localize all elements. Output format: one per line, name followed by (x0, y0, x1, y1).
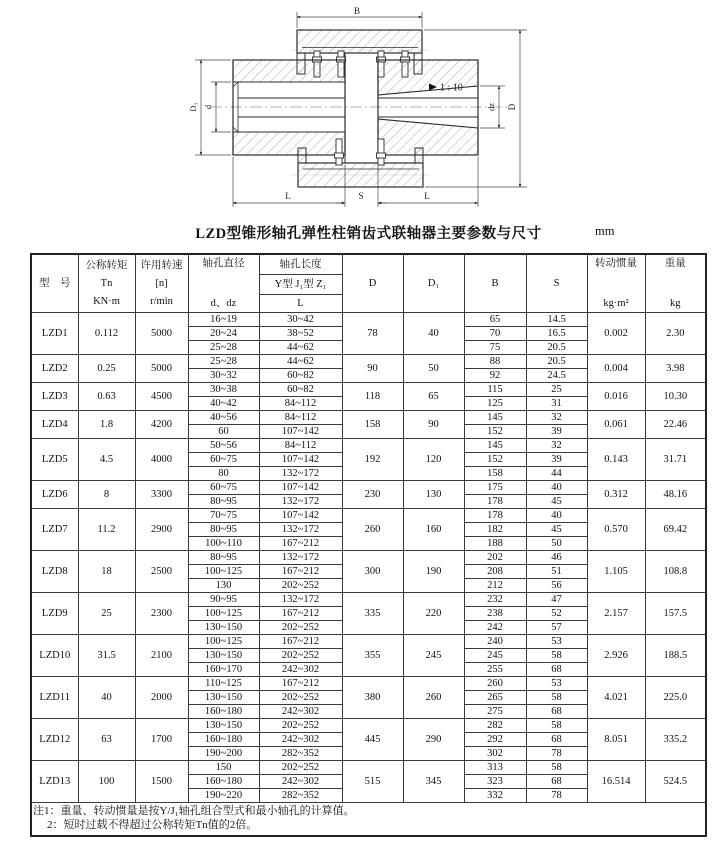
cell-D1: 50 (403, 355, 464, 383)
cell-inertia: 0.143 (587, 439, 645, 481)
cell-S: 20.5 (526, 341, 587, 355)
cell-bore-length: 282~352 (259, 747, 342, 761)
cell-weight: 2.30 (645, 313, 706, 355)
title-bar (30, 220, 707, 244)
cell-bore-dia: 160~180 (188, 733, 259, 747)
cell-D: 192 (342, 439, 403, 481)
cell-S: 25 (526, 383, 587, 397)
cell-model: LZD12 (31, 719, 78, 761)
cell-bore-length: 202~252 (259, 621, 342, 635)
left-hub (233, 60, 345, 155)
cell-bore-length: 242~302 (259, 733, 342, 747)
cell-speed: 4200 (135, 411, 188, 439)
cell-S: 40 (526, 509, 587, 523)
spec-table (30, 253, 707, 837)
cell-D1: 290 (403, 719, 464, 761)
cell-D: 515 (342, 761, 403, 803)
cell-S: 68 (526, 705, 587, 719)
cell-bore-dia: 100~110 (188, 537, 259, 551)
cell-D1: 130 (403, 481, 464, 509)
cell-D: 118 (342, 383, 403, 411)
cell-bore-length: 30~42 (259, 313, 342, 327)
right-hub (378, 60, 478, 155)
cell-B: 88 (464, 355, 526, 369)
col-header-S: S (526, 254, 587, 313)
cell-model: LZD11 (31, 677, 78, 719)
cell-bore-dia: 40~56 (188, 411, 259, 425)
cell-S: 45 (526, 495, 587, 509)
cell-bore-length: 282~352 (259, 789, 342, 803)
cell-bore-length: 84~112 (259, 397, 342, 411)
cell-bore-dia: 25~28 (188, 341, 259, 355)
col-header-torque: 公称转矩 Tn KN·m (78, 254, 135, 313)
cell-weight: 48.16 (645, 481, 706, 509)
cell-bore-dia: 190~220 (188, 789, 259, 803)
cell-inertia: 0.016 (587, 383, 645, 411)
cell-weight: 188.5 (645, 635, 706, 677)
cell-speed: 2500 (135, 551, 188, 593)
cell-D1: 345 (403, 761, 464, 803)
cell-B: 188 (464, 537, 526, 551)
cell-bore-length: 132~172 (259, 551, 342, 565)
cell-bore-dia: 80~95 (188, 551, 259, 565)
table-row (31, 439, 706, 453)
cell-inertia: 2.157 (587, 593, 645, 635)
cell-bore-dia: 160~180 (188, 775, 259, 789)
cell-bore-dia: 60~75 (188, 481, 259, 495)
cell-B: 175 (464, 481, 526, 495)
table-notes (31, 803, 706, 837)
cell-speed: 2000 (135, 677, 188, 719)
cell-weight: 108.8 (645, 551, 706, 593)
cell-B: 292 (464, 733, 526, 747)
cell-bore-dia: 25~28 (188, 355, 259, 369)
cell-bore-length: 84~112 (259, 411, 342, 425)
cell-D1: 40 (403, 313, 464, 355)
cell-B: 313 (464, 761, 526, 775)
cell-bore-length: 132~172 (259, 523, 342, 537)
cell-weight: 31.71 (645, 439, 706, 481)
dim-label-B: B (353, 6, 361, 16)
cell-D: 300 (342, 551, 403, 593)
cell-B: 115 (464, 383, 526, 397)
col-header-model: 型 号 (31, 254, 78, 313)
cell-model: LZD4 (31, 411, 78, 439)
cell-bore-length: 60~82 (259, 369, 342, 383)
cell-bore-dia: 130~150 (188, 691, 259, 705)
cell-D1: 220 (403, 593, 464, 635)
cell-model: LZD10 (31, 635, 78, 677)
cell-torque: 1.8 (78, 411, 135, 439)
cell-model: LZD1 (31, 313, 78, 355)
cell-S: 20.5 (526, 355, 587, 369)
cell-torque: 31.5 (78, 635, 135, 677)
cell-D: 158 (342, 411, 403, 439)
col-header-B: B (464, 254, 526, 313)
cell-weight: 3.98 (645, 355, 706, 383)
cell-S: 78 (526, 789, 587, 803)
cell-B: 212 (464, 579, 526, 593)
cell-speed: 1700 (135, 719, 188, 761)
cell-bore-length: 38~52 (259, 327, 342, 341)
cell-S: 58 (526, 761, 587, 775)
table-row (31, 383, 706, 397)
cell-bore-length: 107~142 (259, 425, 342, 439)
cell-B: 255 (464, 663, 526, 677)
cell-weight: 524.5 (645, 761, 706, 803)
cell-D1: 120 (403, 439, 464, 481)
col-header-D: D (342, 254, 403, 313)
cell-B: 178 (464, 495, 526, 509)
cell-inertia: 0.570 (587, 509, 645, 551)
cell-weight: 157.5 (645, 593, 706, 635)
cell-inertia: 4.021 (587, 677, 645, 719)
cell-bore-length: 242~302 (259, 663, 342, 677)
cell-S: 56 (526, 579, 587, 593)
cell-bore-length: 202~252 (259, 761, 342, 775)
cell-inertia: 0.061 (587, 411, 645, 439)
cell-D: 380 (342, 677, 403, 719)
cell-B: 158 (464, 467, 526, 481)
cell-S: 44 (526, 467, 587, 481)
cell-bore-dia: 30~32 (188, 369, 259, 383)
cell-S: 39 (526, 453, 587, 467)
cell-D1: 260 (403, 677, 464, 719)
cell-B: 260 (464, 677, 526, 691)
cell-inertia: 0.004 (587, 355, 645, 383)
cell-bore-dia: 100~125 (188, 635, 259, 649)
cell-bore-dia: 16~19 (188, 313, 259, 327)
dim-label-dz: dz (486, 102, 496, 112)
cell-S: 58 (526, 649, 587, 663)
cell-B: 152 (464, 425, 526, 439)
cell-bore-length: 202~252 (259, 691, 342, 705)
cell-B: 208 (464, 565, 526, 579)
cell-B: 242 (464, 621, 526, 635)
cell-B: 145 (464, 411, 526, 425)
cell-S: 16.5 (526, 327, 587, 341)
cell-weight: 69.42 (645, 509, 706, 551)
cell-weight: 22.46 (645, 411, 706, 439)
cell-bore-dia: 20~24 (188, 327, 259, 341)
dim-label-d: d (203, 104, 213, 110)
cell-bore-dia: 130~150 (188, 719, 259, 733)
cell-bore-length: 202~252 (259, 719, 342, 733)
dim-label-L-right: L (424, 191, 430, 201)
cell-weight: 335.2 (645, 719, 706, 761)
col-header-inertia: 转动惯量 kg·m² (587, 254, 645, 313)
cell-bore-length: 132~172 (259, 467, 342, 481)
dim-label-S: S (358, 191, 364, 201)
cell-speed: 1500 (135, 761, 188, 803)
cell-D1: 160 (403, 509, 464, 551)
cell-D: 445 (342, 719, 403, 761)
cell-torque: 18 (78, 551, 135, 593)
cell-bore-length: 202~252 (259, 649, 342, 663)
cell-inertia: 0.312 (587, 481, 645, 509)
cell-B: 65 (464, 313, 526, 327)
cell-speed: 2100 (135, 635, 188, 677)
cell-B: 323 (464, 775, 526, 789)
cell-torque: 63 (78, 719, 135, 761)
table-row (31, 593, 706, 607)
cell-torque: 100 (78, 761, 135, 803)
cell-S: 47 (526, 593, 587, 607)
cell-bore-dia: 60~75 (188, 453, 259, 467)
cell-bore-dia: 90~95 (188, 593, 259, 607)
cell-B: 125 (464, 397, 526, 411)
cell-S: 32 (526, 411, 587, 425)
cell-bore-dia: 130~150 (188, 621, 259, 635)
cell-bore-length: 84~112 (259, 439, 342, 453)
cell-bore-dia: 110~125 (188, 677, 259, 691)
cell-B: 202 (464, 551, 526, 565)
table-row (31, 551, 706, 565)
cell-B: 75 (464, 341, 526, 355)
note-1: 注1：重量、转动惯量是按Y/J₁轴孔组合型式和最小轴孔的计算值。 (33, 805, 355, 818)
cell-S: 51 (526, 565, 587, 579)
cell-bore-dia: 80~95 (188, 523, 259, 537)
cell-torque: 4.5 (78, 439, 135, 481)
col-header-speed: 许用转速 [n] r/min (135, 254, 188, 313)
cell-speed: 2900 (135, 509, 188, 551)
cell-model: LZD13 (31, 761, 78, 803)
cell-S: 45 (526, 523, 587, 537)
cell-D1: 65 (403, 383, 464, 411)
cell-bore-dia: 60 (188, 425, 259, 439)
cell-D1: 245 (403, 635, 464, 677)
cell-B: 240 (464, 635, 526, 649)
cell-weight: 225.0 (645, 677, 706, 719)
cell-bore-dia: 160~170 (188, 663, 259, 677)
table-row (31, 635, 706, 649)
dim-label-L-left: L (285, 191, 291, 201)
cell-D: 260 (342, 509, 403, 551)
cell-torque: 8 (78, 481, 135, 509)
cell-S: 68 (526, 775, 587, 789)
cell-S: 50 (526, 537, 587, 551)
cell-D: 90 (342, 355, 403, 383)
cell-S: 24.5 (526, 369, 587, 383)
cell-S: 32 (526, 439, 587, 453)
cell-inertia: 2.926 (587, 635, 645, 677)
elastic-pins-bottom (335, 139, 386, 165)
table-row (31, 355, 706, 369)
cell-S: 68 (526, 733, 587, 747)
cell-S: 39 (526, 425, 587, 439)
cell-S: 58 (526, 691, 587, 705)
cell-bore-dia: 70~75 (188, 509, 259, 523)
cell-B: 232 (464, 593, 526, 607)
col-header-bore-length: 轴孔长度 (259, 254, 342, 275)
table-row (31, 313, 706, 327)
note-2: 2：短时过载不得超过公称转矩Tn值的2倍。 (47, 819, 258, 831)
cell-speed: 5000 (135, 313, 188, 355)
table-row (31, 411, 706, 425)
cell-bore-dia: 100~125 (188, 607, 259, 621)
cell-bore-dia: 50~56 (188, 439, 259, 453)
cell-S: 52 (526, 607, 587, 621)
cell-bore-length: 167~212 (259, 537, 342, 551)
cell-bore-length: 107~142 (259, 481, 342, 495)
cell-inertia: 8.051 (587, 719, 645, 761)
cell-B: 70 (464, 327, 526, 341)
cell-bore-length: 44~62 (259, 341, 342, 355)
cell-speed: 3300 (135, 481, 188, 509)
cell-bore-dia: 130 (188, 579, 259, 593)
cell-inertia: 1.105 (587, 551, 645, 593)
cell-weight: 10.30 (645, 383, 706, 411)
coupling-drawing (180, 0, 555, 215)
cell-S: 78 (526, 747, 587, 761)
cell-bore-length: 107~142 (259, 453, 342, 467)
cell-D1: 190 (403, 551, 464, 593)
cell-B: 282 (464, 719, 526, 733)
dim-label-D: D (507, 103, 517, 111)
cell-B: 245 (464, 649, 526, 663)
table-row (31, 677, 706, 691)
cell-B: 182 (464, 523, 526, 537)
dim-D1 (195, 60, 231, 155)
cell-bore-length: 107~142 (259, 509, 342, 523)
cell-S: 58 (526, 719, 587, 733)
cell-bore-dia: 130~150 (188, 649, 259, 663)
cell-S: 53 (526, 635, 587, 649)
col-header-bore-length-L: L (259, 295, 342, 313)
cell-bore-length: 167~212 (259, 607, 342, 621)
cell-S: 31 (526, 397, 587, 411)
cell-inertia: 16.514 (587, 761, 645, 803)
col-header-weight: 重量 kg (645, 254, 706, 313)
cell-bore-length: 167~212 (259, 565, 342, 579)
cell-bore-dia: 150 (188, 761, 259, 775)
cell-model: LZD9 (31, 593, 78, 635)
cell-B: 238 (464, 607, 526, 621)
col-header-bore-dia: 轴孔直径 d、dz (188, 254, 259, 313)
cell-D: 230 (342, 481, 403, 509)
cell-S: 40 (526, 481, 587, 495)
cell-bore-length: 132~172 (259, 495, 342, 509)
cell-bore-dia: 40~42 (188, 397, 259, 411)
cell-B: 265 (464, 691, 526, 705)
table-row (31, 719, 706, 733)
cell-bore-length: 60~82 (259, 383, 342, 397)
cell-B: 275 (464, 705, 526, 719)
cell-speed: 5000 (135, 355, 188, 383)
cell-bore-length: 132~172 (259, 593, 342, 607)
cell-D: 335 (342, 593, 403, 635)
cell-B: 178 (464, 509, 526, 523)
cell-bore-dia: 100~125 (188, 565, 259, 579)
cell-S: 53 (526, 677, 587, 691)
table-row (31, 761, 706, 775)
cell-bore-dia: 160~180 (188, 705, 259, 719)
cell-bore-dia: 80~95 (188, 495, 259, 509)
cell-bore-dia: 190~200 (188, 747, 259, 761)
table-body (31, 313, 706, 803)
unit-label: mm (595, 224, 615, 238)
col-header-bore-length-types: Y型 J₁型 Z₁ (259, 275, 342, 295)
cell-B: 332 (464, 789, 526, 803)
cell-model: LZD2 (31, 355, 78, 383)
table-row (31, 509, 706, 523)
cell-torque: 0.25 (78, 355, 135, 383)
cell-bore-length: 202~252 (259, 579, 342, 593)
cell-D: 78 (342, 313, 403, 355)
cell-bore-dia: 30~38 (188, 383, 259, 397)
cell-bore-length: 167~212 (259, 635, 342, 649)
cell-speed: 4000 (135, 439, 188, 481)
dim-label-D1: D₁ (188, 102, 198, 112)
cell-B: 145 (464, 439, 526, 453)
cell-speed: 2300 (135, 593, 188, 635)
cell-B: 152 (464, 453, 526, 467)
cell-S: 68 (526, 663, 587, 677)
cell-torque: 25 (78, 593, 135, 635)
cell-model: LZD5 (31, 439, 78, 481)
cell-bore-dia: 80 (188, 467, 259, 481)
cell-model: LZD7 (31, 509, 78, 551)
cell-torque: 0.63 (78, 383, 135, 411)
cell-inertia: 0.002 (587, 313, 645, 355)
cell-model: LZD8 (31, 551, 78, 593)
cell-torque: 11.2 (78, 509, 135, 551)
cell-bore-length: 242~302 (259, 705, 342, 719)
cell-D: 355 (342, 635, 403, 677)
cell-torque: 40 (78, 677, 135, 719)
col-header-D1: D₁ (403, 254, 464, 313)
cell-B: 92 (464, 369, 526, 383)
page-title: LZD型锥形轴孔弹性柱销齿式联轴器主要参数与尺寸 (195, 226, 542, 242)
cell-bore-length: 44~62 (259, 355, 342, 369)
cell-bore-length: 167~212 (259, 677, 342, 691)
cell-D1: 90 (403, 411, 464, 439)
cell-torque: 0.112 (78, 313, 135, 355)
table-row (31, 481, 706, 495)
cell-speed: 4500 (135, 383, 188, 411)
cell-S: 14.5 (526, 313, 587, 327)
cell-B: 302 (464, 747, 526, 761)
cell-bore-length: 242~302 (259, 775, 342, 789)
cell-S: 46 (526, 551, 587, 565)
taper-label: 1 : 10 (440, 82, 463, 94)
cell-model: LZD6 (31, 481, 78, 509)
cell-model: LZD3 (31, 383, 78, 411)
cell-S: 57 (526, 621, 587, 635)
